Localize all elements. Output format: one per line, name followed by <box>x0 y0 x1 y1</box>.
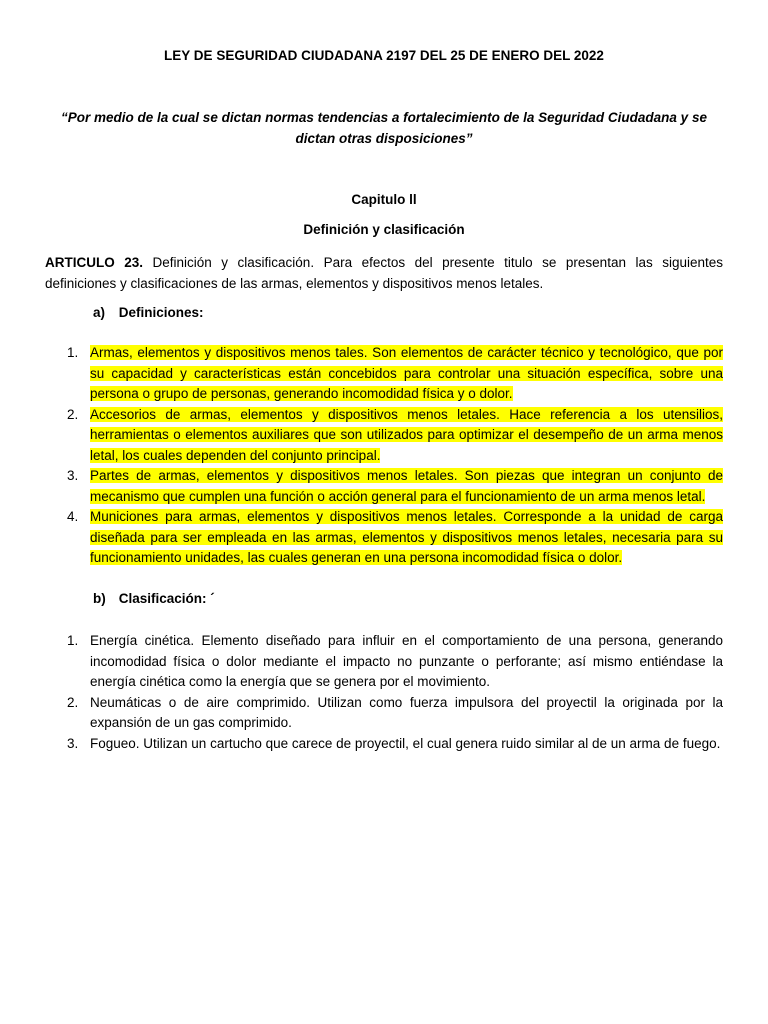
list-item <box>45 343 723 405</box>
list-item <box>45 405 723 467</box>
list-item-text: Accesorios de armas, elementos y dispositivos menos letales. Hace referencia a los utensilios, herramientas o elementos auxiliares que son utilizados para optimizar el desempeño de un arma menos letal, los cuales dependen del conjunto principal. <box>90 406 723 463</box>
article-text: Definición y clasificación. Para efectos del presente titulo se presentan las siguientes definiciones y clasificaciones de las armas, elementos y dispositivos menos letales. <box>45 255 724 291</box>
list-item-number: 2. <box>67 694 79 710</box>
section-b-label: Clasificación: ´ <box>118 591 215 606</box>
list-item-text: Neumáticas o de aire comprimido. Utilizan como fuerza impulsora del proyectil la originada por la expansión de un gas comprimido. <box>90 694 723 730</box>
list-item-number: 3. <box>67 735 79 751</box>
list-item-text: Energía cinética. Elemento diseñado para influir en el comportamiento de una persona, generando incomodidad física o dolor mediante el impacto no punzante o perforante; así mismo entiéndase la energía cinética como la energía que se genera por el movimiento. <box>90 633 723 689</box>
document-title: LEY DE SEGURIDAD CIUDADANA 2197 DEL 25 DE ENERO DEL 2022 <box>164 48 604 63</box>
chapter-subheading: Definición y clasificación <box>303 222 465 237</box>
list-item-number: 1. <box>67 345 79 360</box>
chapter-heading: Capitulo ll <box>351 192 417 207</box>
list-item-text: Municiones para armas, elementos y dispositivos menos letales. Corresponde a la unidad de carga diseñada para ser empleada en las armas, elementos y dispositivos menos letales, necesaria para su funcionamiento unidades, las cuales generan en una persona incomodidad física o dolor. <box>90 509 723 565</box>
list-item-text: Fogueo. Utilizan un cartucho que carece de proyectil, el cual genera ruido similar al de un arma de fuego. <box>90 735 721 751</box>
list-item-number: 3. <box>67 468 79 483</box>
list-item <box>45 466 723 507</box>
definitions-list <box>45 343 723 569</box>
list-item <box>45 693 723 734</box>
list-item-text: Armas, elementos y dispositivos menos tales. Son elementos de carácter técnico y tecnológico, que por su capacidad y características están concebidos para controlar una situación específica, sobre una persona o grupo de personas, generando incomodidad física y o dolor. <box>90 345 723 401</box>
list-item-number: 4. <box>67 509 79 524</box>
article-paragraph <box>45 252 723 294</box>
classifications-list <box>45 631 723 754</box>
section-a-marker: a) <box>93 305 106 320</box>
list-item <box>45 507 723 569</box>
list-item <box>45 734 723 755</box>
list-item-text: Partes de armas, elementos y dispositivos menos letales. Son piezas que integran un conjunto de mecanismo que cumplen una función o acción general para el funcionamiento de un arma menos letal. <box>90 468 723 504</box>
list-item-number: 2. <box>67 406 79 422</box>
article-label: ARTICULO 23. <box>45 255 144 270</box>
section-b-marker: b) <box>93 591 106 606</box>
list-item-number: 1. <box>67 633 79 648</box>
list-item <box>45 631 723 693</box>
section-b-heading <box>93 591 215 606</box>
section-a-heading <box>93 305 204 320</box>
document-subtitle: “Por medio de la cual se dictan normas tendencias a fortalecimiento de la Seguridad Ciudadana y se dictan otras disposiciones” <box>61 110 707 146</box>
section-a-label: Definiciones: <box>118 305 204 320</box>
